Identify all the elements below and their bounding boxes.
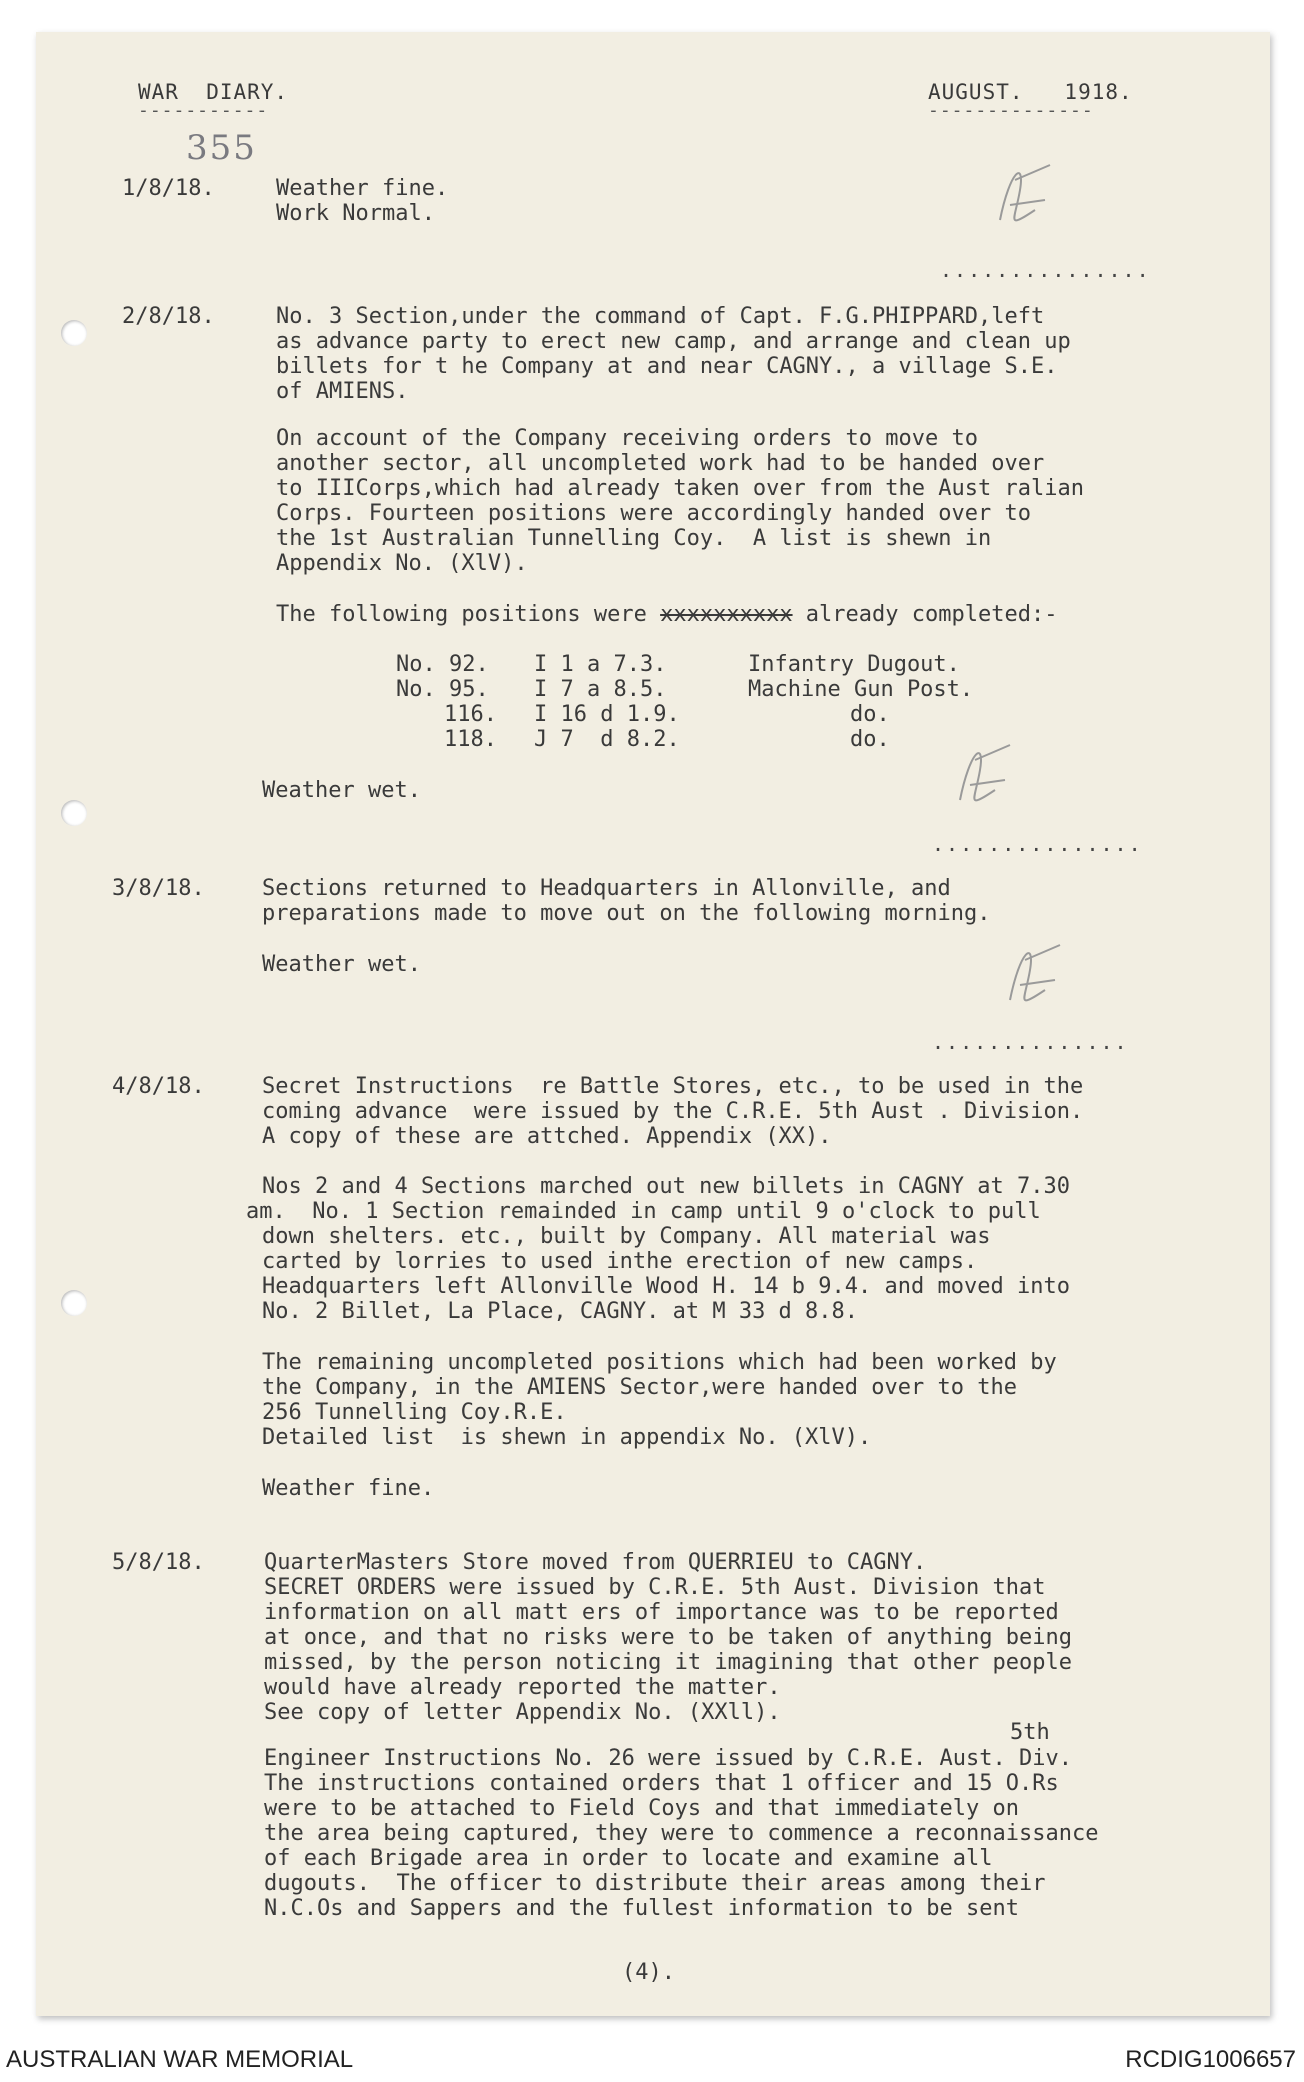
entry-line: Secret Instructions re Battle Stores, etc., to be used in the bbox=[262, 1074, 1084, 1099]
table-ref: I 16 d 1.9. bbox=[534, 702, 680, 727]
line-text: already completed:- bbox=[792, 602, 1058, 627]
weather-note: Weather fine. bbox=[262, 1476, 435, 1501]
entry-line: Appendix No. (XlV). bbox=[276, 551, 528, 576]
entry-separator: ............... bbox=[940, 258, 1151, 282]
entry-date: 5/8/18. bbox=[112, 1550, 205, 1575]
entry-line: See copy of letter Appendix No. (XXll). bbox=[264, 1700, 781, 1725]
entry-line: Headquarters left Allonville Wood H. 14 b 9.4. and moved into bbox=[262, 1274, 1070, 1299]
table-no: 118. bbox=[444, 727, 497, 752]
initials-signature bbox=[990, 930, 1070, 1020]
entry-line: The instructions contained orders that 1 officer and 15 O.Rs bbox=[264, 1771, 1059, 1796]
entry-line: billets for t he Company at and near CAGNY., a village S.E. bbox=[276, 354, 1058, 379]
entry-line: another sector, all uncompleted work had to be handed over bbox=[276, 451, 1045, 476]
footer-page-number: (4). bbox=[622, 1960, 675, 1985]
entry-line: Work Normal. bbox=[276, 201, 435, 226]
entry-line: No. 2 Billet, La Place, CAGNY. at M 33 d 8.8. bbox=[262, 1299, 859, 1324]
entry-line: were to be attached to Field Coys and that immediately on bbox=[264, 1796, 1019, 1821]
table-desc: Machine Gun Post. bbox=[748, 677, 974, 702]
table-no: No. 92. bbox=[396, 652, 489, 677]
entry-date: 1/8/18. bbox=[122, 176, 215, 201]
entry-line: the area being captured, they were to commence a reconnaissance bbox=[264, 1821, 1099, 1846]
entry-line: down shelters. etc., built by Company. All material was bbox=[262, 1224, 991, 1249]
entry-line: On account of the Company receiving orders to move to bbox=[276, 426, 978, 451]
diary-title: WAR DIARY. bbox=[138, 80, 289, 104]
handwritten-insert: 5th bbox=[1010, 1720, 1050, 1745]
initials-signature bbox=[940, 730, 1020, 820]
table-no: No. 95. bbox=[396, 677, 489, 702]
entry-line bbox=[276, 602, 1057, 627]
entry-date: 3/8/18. bbox=[112, 876, 205, 901]
table-desc: Infantry Dugout. bbox=[748, 652, 960, 677]
entry-line: dugouts. The officer to distribute their areas among their bbox=[264, 1871, 1046, 1896]
entry-line: Detailed list is shewn in appendix No. (XlV). bbox=[262, 1425, 872, 1450]
table-ref: I 1 a 7.3. bbox=[534, 652, 667, 677]
punch-hole bbox=[61, 1290, 87, 1316]
entry-line: to IIICorps,which had already taken over from the Aust ralian bbox=[276, 476, 1084, 501]
archive-id: RCDIG1006657 bbox=[1125, 2046, 1296, 2073]
entry-line: Weather fine. bbox=[276, 176, 449, 201]
entry-line: Sections returned to Headquarters in Allonville, and bbox=[262, 876, 951, 901]
entry-line: A copy of these are attched. Appendix (XX). bbox=[262, 1124, 832, 1149]
entry-line: 256 Tunnelling Coy.R.E. bbox=[262, 1400, 567, 1425]
month-underline: -------------- bbox=[928, 100, 1094, 121]
entry-line: the Company, in the AMIENS Sector,were handed over to the bbox=[262, 1375, 1017, 1400]
table-ref: J 7 d 8.2. bbox=[534, 727, 680, 752]
entry-separator: .............. bbox=[932, 1030, 1129, 1054]
entry-line: the 1st Australian Tunnelling Coy. A list is shewn in bbox=[276, 526, 992, 551]
entry-line: N.C.Os and Sappers and the fullest information to be sent bbox=[264, 1896, 1019, 1921]
entry-separator: ............... bbox=[932, 832, 1143, 856]
table-desc: do. bbox=[850, 702, 890, 727]
entry-line: The remaining uncompleted positions which had been worked by bbox=[262, 1350, 1057, 1375]
initials-signature bbox=[980, 150, 1060, 240]
entry-line: of AMIENS. bbox=[276, 379, 409, 404]
entry-line: would have already reported the matter. bbox=[264, 1675, 781, 1700]
entry-line: QuarterMasters Store moved from QUERRIEU to CAGNY. bbox=[264, 1550, 927, 1575]
entry-line: No. 3 Section,under the command of Capt. F.G.PHIPPARD,left bbox=[276, 304, 1045, 329]
entry-line: Engineer Instructions No. 26 were issued by C.R.E. Aust. Div. bbox=[264, 1746, 1072, 1771]
line-text: The following positions were bbox=[276, 602, 661, 627]
weather-note: Weather wet. bbox=[262, 778, 421, 803]
entry-date: 2/8/18. bbox=[122, 304, 215, 329]
table-desc: do. bbox=[850, 727, 890, 752]
entry-line: of each Brigade area in order to locate and examine all bbox=[264, 1846, 993, 1871]
entry-line: am. No. 1 Section remainded in camp until 9 o'clock to pull bbox=[246, 1199, 1041, 1224]
entry-line: SECRET ORDERS were issued by C.R.E. 5th Aust. Division that bbox=[264, 1575, 1046, 1600]
table-no: 116. bbox=[444, 702, 497, 727]
entry-line: information on all matt ers of importance was to be reported bbox=[264, 1600, 1059, 1625]
punch-hole bbox=[61, 320, 87, 346]
entry-line: Nos 2 and 4 Sections marched out new billets in CAGNY at 7.30 bbox=[262, 1174, 1070, 1199]
entry-line: missed, by the person noticing it imagining that other people bbox=[264, 1650, 1072, 1675]
title-underline: ----------- bbox=[138, 100, 269, 121]
entry-line: carted by lorries to used inthe erection of new camps. bbox=[262, 1249, 978, 1274]
diary-month: AUGUST. 1918. bbox=[928, 80, 1133, 104]
table-ref: I 7 a 8.5. bbox=[534, 677, 667, 702]
page-number-stamp: 355 bbox=[186, 128, 257, 168]
entry-line: preparations made to move out on the following morning. bbox=[262, 901, 991, 926]
archive-caption: AUSTRALIAN WAR MEMORIAL bbox=[6, 2046, 354, 2073]
punch-hole bbox=[61, 800, 87, 826]
entry-line: coming advance were issued by the C.R.E. 5th Aust . Division. bbox=[262, 1099, 1084, 1124]
struck-text: xxxxxxxxxx bbox=[660, 602, 793, 627]
entry-line: at once, and that no risks were to be taken of anything being bbox=[264, 1625, 1072, 1650]
entry-line: as advance party to erect new camp, and arrange and clean up bbox=[276, 329, 1071, 354]
entry-line: Corps. Fourteen positions were accordingly handed over to bbox=[276, 501, 1031, 526]
entry-date: 4/8/18. bbox=[112, 1074, 205, 1099]
weather-note: Weather wet. bbox=[262, 952, 421, 977]
